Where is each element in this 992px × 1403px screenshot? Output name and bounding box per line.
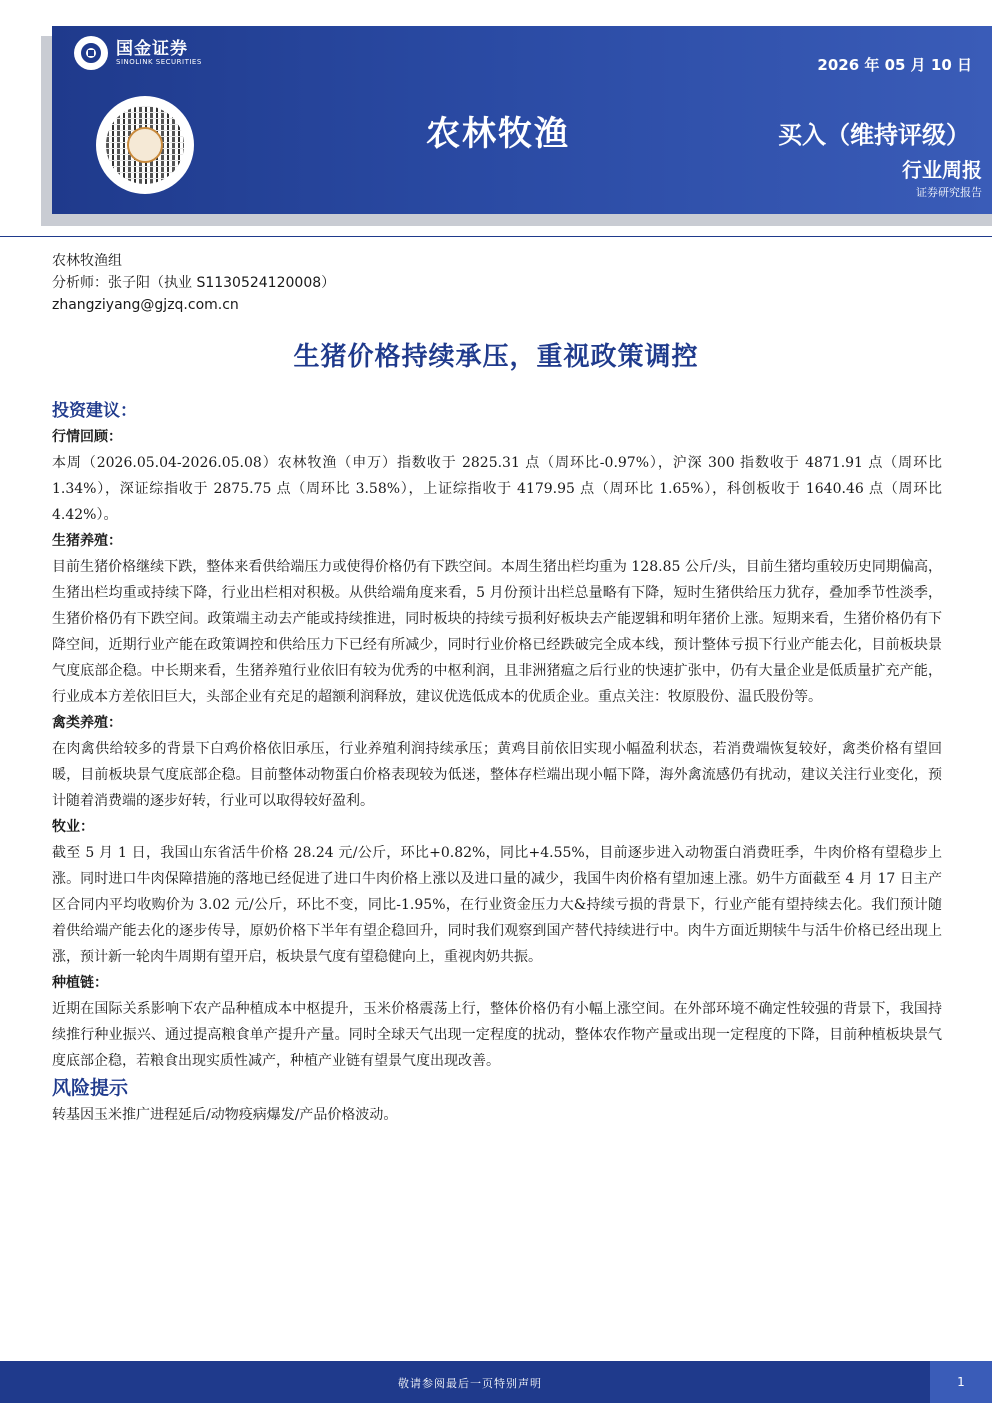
pig-paragraph: 目前生猪价格继续下跌，整体来看供给端压力或使得价格仍有下跌空间。本周生猪出栏均重为 128.85 公斤/头，目前生猪均重较历史同期偏高，生猪出栏均重或持续下降，行业出栏相对积极。从供给端角度来看，5 月份预计出栏总量略有下降，短时生猪供给压力犹存，叠加季节性淡季，生猪价格仍有下跌空间。政策端主动去产能或持续推进，同时板块的持续亏损利好板块去产能逻辑和明年猪价上涨。短期来看，生猪价格仍有下降空间，近期行业产能在政策调控和供给压力下已经有所减少，同时行业价格已经跌破完全成本线，预计整体亏损下行业产能去化，目前板块景气度底部企稳。中长期来看，生猪养殖行业依旧有较为优秀的中枢利润，且非洲猪瘟之后行业的快速扩张中，仍有大量企业是低质量扩充产能，行业成本方差依旧巨大，头部企业有充足的超额利润释放，建议优选低成本的优质企业。重点关注：牧原股份、温氏股份等。 — [52, 559, 942, 705]
sector-name: 农林牧渔 — [426, 114, 570, 154]
livestock-heading: 牧业： — [52, 819, 94, 835]
poultry-heading: 禽类养殖： — [52, 715, 122, 731]
analyst-group: 农林牧渔组 — [52, 253, 122, 269]
market-paragraph: 本周（2026.05.04-2026.05.08）农林牧渔（申万）指数收于 2825.31 点（周环比-0.97%），沪深 300 指数收于 4871.91 点（周环比 1.34%），深证综指收于 2875.75 点（周环比 3.58%），上证综指收于 4179.95 点（周环比 1.65%），科创板收于 1640.46 点（周环比 4.42%）。 — [52, 455, 942, 523]
crop-paragraph: 近期在国际关系影响下农产品种植成本中枢提升，玉米价格震荡上行，整体价格仍有小幅上涨空间。在外部环境不确定性较强的背景下，我国持续推行种业振兴、通过提高粮食单产提升产量。同时全球天气出现一定程度的扰动，整体农作物产量或出现一定程度的下降，目前种植板块景气度底部企稳，若粮食出现实质性减产，种植产业链有望景气度出现改善。 — [52, 1001, 942, 1069]
crop-heading: 种植链： — [52, 975, 108, 991]
risk-heading: 风险提示 — [52, 1077, 129, 1099]
report-date: 2026 年 05 月 10 日 — [817, 56, 972, 74]
market-heading: 行情回顾： — [52, 429, 122, 445]
header-divider — [0, 236, 992, 237]
report-category: 证券研究报告 — [916, 186, 982, 199]
poultry-paragraph: 在肉禽供给较多的背景下白鸡价格依旧承压，行业养殖利润持续承压；黄鸡目前依旧实现小幅盈利状态，若消费端恢复较好，禽类价格有望回暖，目前板块景气度底部企稳。目前整体动物蛋白价格表现较为低迷，整体存栏端出现小幅下降，海外禽流感仍有扰动，建议关注行业变化，预计随着消费端的逐步好转，行业可以取得较好盈利。 — [52, 741, 942, 809]
page-number: 1 — [930, 1361, 992, 1403]
pig-heading: 生猪养殖： — [52, 533, 122, 549]
logo-en: SINOLINK SECURITIES — [116, 57, 202, 66]
header-banner — [52, 26, 992, 214]
report-type: 行业周报 — [902, 158, 982, 182]
analyst-name: 分析师：张子阳（执业 S1130524120008） — [52, 275, 336, 291]
author-block — [52, 250, 335, 316]
livestock-paragraph: 截至 5 月 1 日，我国山东省活牛价格 28.24 元/公斤，环比+0.82%，同比+4.55%，目前逐步进入动物蛋白消费旺季，牛肉价格有望稳步上涨。同时进口牛肉保障措施的落地已经促进了进口牛肉价格上涨以及进口量的减少，我国牛肉价格有望加速上涨。奶牛方面截至 4 月 17 日主产区合同内平均收购价为 3.02 元/公斤，环比不变，同比-1.95%，在行业资金压力大&持续亏损的背景下，行业产能有望持续去化。我们预计随着供给端产能去化的逐步传导，原奶价格下半年有望企稳回升，同时我们观察到国产替代持续进行中。肉牛方面近期犊牛与活牛价格已经出现上涨，预计新一轮肉牛周期有望开启，板块景气度有望稳健向上，重视肉奶共振。 — [52, 845, 942, 965]
page-footer — [0, 1361, 992, 1403]
analyst-email[interactable]: zhangziyang@gjzq.com.cn — [52, 297, 239, 313]
footer-notice: 敬请参阅最后一页特别声明 — [398, 1377, 542, 1390]
logo-mark-icon — [74, 36, 108, 70]
qr-code-icon — [96, 96, 194, 194]
investment-heading: 投资建议： — [52, 401, 137, 421]
logo-cn: 国金证券 — [116, 38, 188, 59]
report-body — [52, 398, 942, 1128]
rating: 买入（维持评级） — [778, 121, 970, 149]
company-logo — [74, 36, 202, 70]
report-title: 生猪价格持续承压，重视政策调控 — [293, 342, 699, 372]
risk-paragraph: 转基因玉米推广进程延后/动物疫病爆发/产品价格波动。 — [52, 1107, 398, 1123]
